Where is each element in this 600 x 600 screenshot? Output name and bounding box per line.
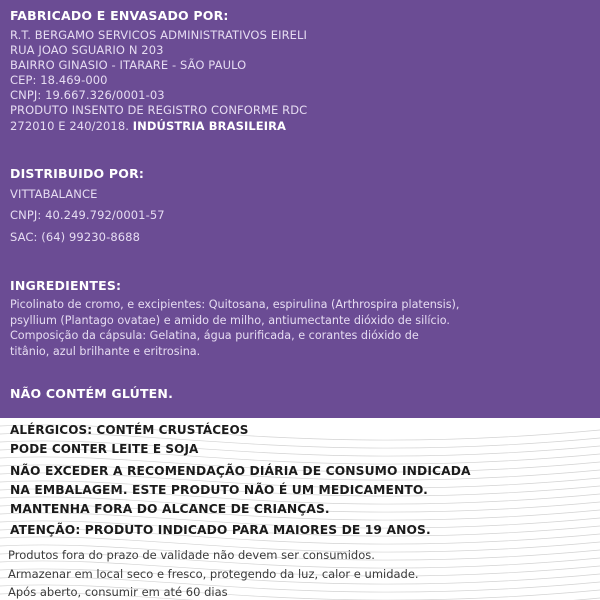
distributor-heading: DISTRIBUIDO POR: bbox=[10, 166, 145, 181]
rdc-number: 272010 E 240/2018. bbox=[10, 119, 130, 133]
gluten-notice: NÃO CONTÉM GLÚTEN. bbox=[10, 386, 174, 401]
warning-line: NA EMBALAGEM. ESTE PRODUTO NÃO É UM MEDICAMENTO. bbox=[10, 483, 428, 497]
storage-line: Após aberto, consumir em até 60 dias bbox=[8, 585, 228, 599]
ingredients-heading: INGREDIENTES: bbox=[10, 278, 122, 293]
origin-label: INDÚSTRIA BRASILEIRA bbox=[132, 119, 287, 133]
manufacturer-line: RUA JOAO SGUARIO N 203 bbox=[10, 43, 164, 57]
allergens-line: PODE CONTER LEITE E SOJA bbox=[10, 442, 199, 456]
distributor-name: VITTABALANCE bbox=[10, 187, 98, 201]
warning-line: NÃO EXCEDER A RECOMENDAÇÃO DIÁRIA DE CONSUMO INDICADA bbox=[10, 464, 471, 478]
distributor-cnpj: CNPJ: 40.249.792/0001-57 bbox=[10, 208, 165, 222]
ingredients-text: Picolinato de cromo, e excipientes: Quitosana, espirulina (Arthrospira platensis), psyllium (Plantago ovatae) e amido de milho, antiumectante dióxido de silício. Composição da cápsula: Gelatina, água purificada, e corantes dióxido de titânio, azul brilhante e eritrosina. bbox=[10, 298, 460, 358]
manufacturer-heading: FABRICADO E ENVASADO POR: bbox=[10, 8, 229, 23]
manufacturer-line: PRODUTO INSENTO DE REGISTRO CONFORME RDC bbox=[10, 103, 308, 117]
distributor-sac: SAC: (64) 99230-8688 bbox=[10, 230, 140, 244]
warning-line: MANTENHA FORA DO ALCANCE DE CRIANÇAS. bbox=[10, 502, 330, 516]
manufacturer-last-line bbox=[10, 119, 286, 133]
manufacturer-line: CNPJ: 19.667.326/0001-03 bbox=[10, 88, 165, 102]
manufacturer-line: BAIRRO GINASIO - ITARARE - SÃO PAULO bbox=[10, 58, 247, 72]
storage-line: Produtos fora do prazo de validade não devem ser consumidos. bbox=[8, 548, 375, 562]
manufacturer-line: R.T. BERGAMO SERVICOS ADMINISTRATIVOS EIRELI bbox=[10, 28, 308, 42]
age-warning: ATENÇÃO: PRODUTO INDICADO PARA MAIORES DE 19 ANOS. bbox=[10, 523, 431, 537]
storage-line: Armazenar em local seco e fresco, protegendo da luz, calor e umidade. bbox=[8, 567, 419, 581]
allergens-line: ALÉRGICOS: CONTÉM CRUSTÁCEOS bbox=[10, 423, 249, 437]
manufacturer-line: CEP: 18.469-000 bbox=[10, 73, 108, 87]
